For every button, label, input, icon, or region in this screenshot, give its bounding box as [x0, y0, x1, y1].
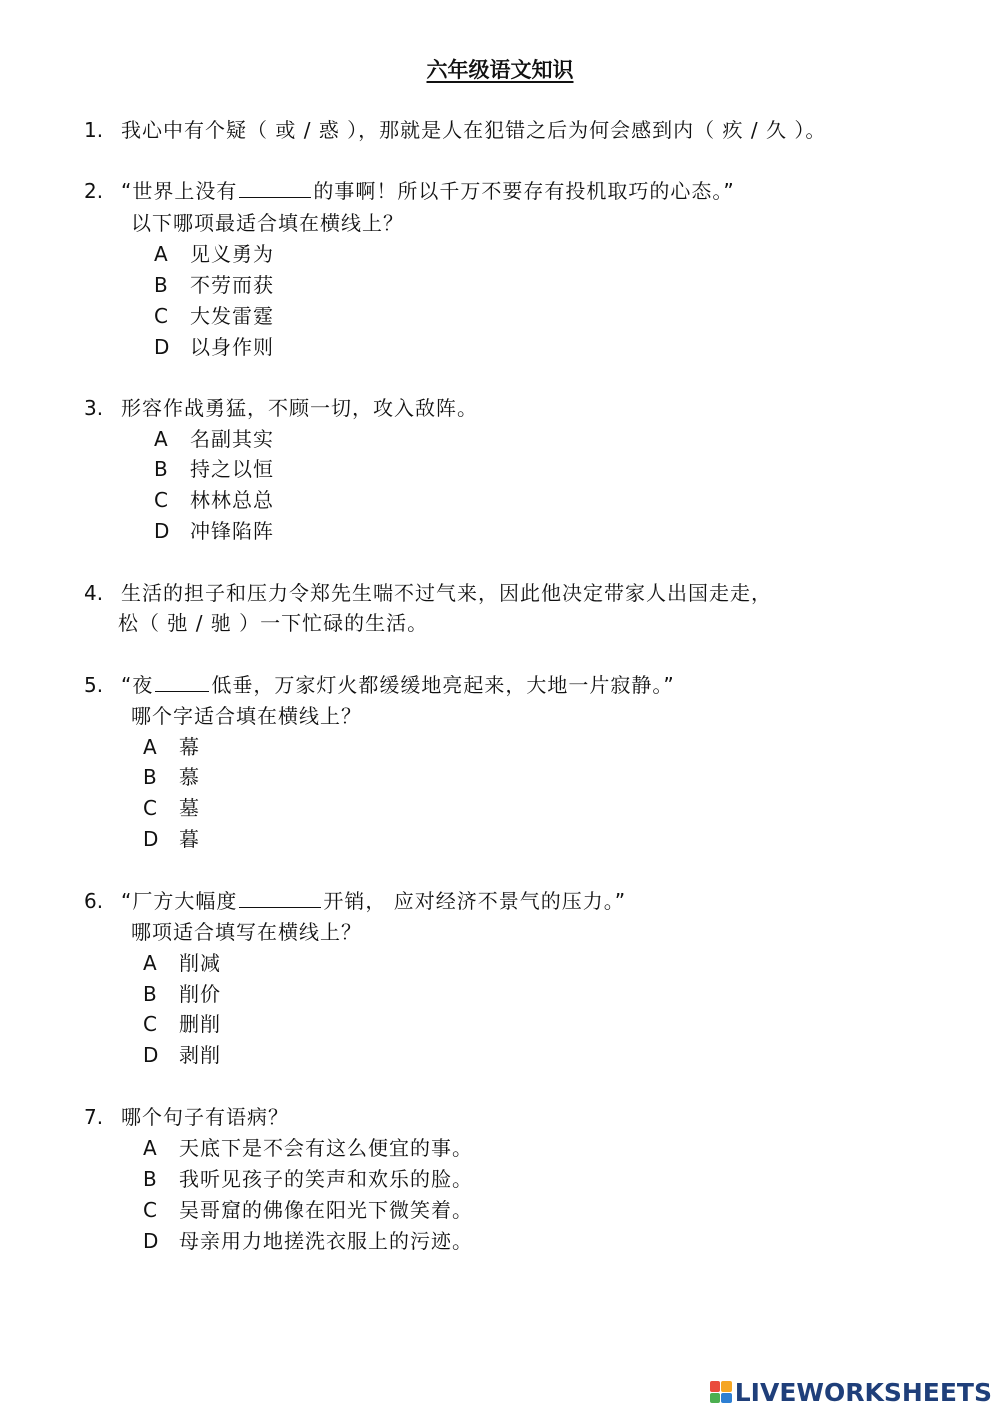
option-letter: C	[143, 1198, 158, 1222]
option-letter: B	[143, 982, 158, 1006]
option-letter: B	[143, 765, 158, 789]
option-letter: D	[143, 1229, 160, 1253]
question-4-line-1: 生活的担子和压力令郑先生喘不过气来，因此他决定带家人出国走走，	[121, 581, 772, 605]
option-text: 持之以恒	[190, 457, 274, 481]
option-letter: C	[143, 796, 158, 820]
option-text: 削减	[179, 951, 221, 975]
option-letter: A	[143, 1136, 158, 1160]
question-5-stem	[121, 671, 675, 699]
question-5-number: 5.	[84, 673, 104, 697]
option-row[interactable]	[143, 1134, 473, 1162]
option-row[interactable]	[154, 271, 274, 299]
option-letter: B	[154, 273, 169, 297]
option-text: 以身作则	[190, 335, 274, 359]
option-row[interactable]	[154, 333, 274, 361]
question-5-stem-post: 低垂，万家灯火都缓缓地亮起来，大地一片寂静。”	[211, 673, 675, 697]
answer-blank[interactable]	[239, 887, 321, 908]
option-letter: D	[154, 519, 171, 543]
liveworksheets-logo	[710, 1377, 992, 1407]
option-row[interactable]	[143, 1227, 473, 1255]
option-text: 冲锋陷阵	[190, 519, 274, 543]
option-text: 暮	[179, 827, 200, 851]
option-text: 幕	[179, 735, 200, 759]
question-2-stem	[121, 177, 735, 205]
logo-square	[710, 1381, 721, 1392]
question-7-stem: 哪个句子有语病？	[121, 1105, 289, 1129]
option-row[interactable]	[143, 825, 200, 853]
question-6-prompt: 哪项适合填写在横线上？	[131, 920, 362, 944]
question-1-text: 我心中有个疑（ 或 / 惑 ），那就是人在犯错之后为何会感到内（ 疚 / 久 ）。	[121, 118, 827, 142]
question-3-stem: 形容作战勇猛，不顾一切，攻入敌阵。	[121, 396, 478, 420]
option-letter: C	[143, 1012, 158, 1036]
option-letter: D	[143, 1043, 160, 1067]
option-text: 林林总总	[190, 488, 274, 512]
option-letter: A	[143, 735, 158, 759]
option-row[interactable]	[143, 980, 221, 1008]
question-5-stem-pre: “夜	[121, 673, 154, 697]
logo-grid-icon	[710, 1381, 732, 1403]
option-row[interactable]	[143, 949, 221, 977]
question-4-line-2: 松（ 弛 / 驰 ）一下忙碌的生活。	[118, 611, 429, 635]
option-row[interactable]	[143, 1196, 473, 1224]
question-6-stem-post: 开销， 应对经济不景气的压力。”	[323, 889, 627, 913]
answer-blank[interactable]	[155, 671, 209, 692]
logo-square	[721, 1393, 732, 1404]
option-letter: A	[143, 951, 158, 975]
option-row[interactable]	[154, 455, 274, 483]
option-row[interactable]	[143, 1165, 473, 1193]
logo-square	[710, 1393, 721, 1404]
question-6-stem	[121, 887, 626, 915]
option-letter: D	[154, 335, 171, 359]
option-text: 删削	[179, 1012, 221, 1036]
option-row[interactable]	[143, 763, 200, 791]
option-row[interactable]	[154, 302, 274, 330]
option-text: 名副其实	[190, 427, 274, 451]
answer-blank[interactable]	[239, 177, 311, 198]
page-title: 六年级语文知识	[426, 58, 574, 82]
option-letter: D	[143, 827, 160, 851]
option-text: 天底下是不会有这么便宜的事。	[179, 1136, 473, 1160]
question-1-number: 1.	[84, 118, 104, 142]
option-text: 见义勇为	[190, 242, 274, 266]
option-row[interactable]	[154, 240, 274, 268]
option-text: 吴哥窟的佛像在阳光下微笑着。	[179, 1198, 473, 1222]
option-row[interactable]	[154, 425, 274, 453]
question-2-stem-pre: “世界上没有	[121, 179, 238, 203]
option-letter: B	[154, 457, 169, 481]
option-text: 不劳而获	[190, 273, 274, 297]
question-3-number: 3.	[84, 396, 104, 420]
option-letter: A	[154, 427, 169, 451]
question-7-number: 7.	[84, 1105, 104, 1129]
question-6-stem-pre: “厂方大幅度	[121, 889, 238, 913]
option-text: 墓	[179, 796, 200, 820]
question-4-number: 4.	[84, 581, 104, 605]
option-letter: A	[154, 242, 169, 266]
option-text: 我听见孩子的笑声和欢乐的脸。	[179, 1167, 473, 1191]
question-6-number: 6.	[84, 889, 104, 913]
option-letter: C	[154, 304, 169, 328]
option-row[interactable]	[154, 486, 274, 514]
question-2-stem-post: 的事啊！所以千万不要存有投机取巧的心态。”	[313, 179, 735, 203]
option-text: 慕	[179, 765, 200, 789]
question-5-prompt: 哪个字适合填在横线上？	[131, 704, 362, 728]
question-2-prompt: 以下哪项最适合填在横线上？	[131, 211, 404, 235]
option-text: 剥削	[179, 1043, 221, 1067]
option-letter: B	[143, 1167, 158, 1191]
option-row[interactable]	[143, 733, 200, 761]
option-text: 母亲用力地搓洗衣服上的污迹。	[179, 1229, 473, 1253]
option-letter: C	[154, 488, 169, 512]
option-row[interactable]	[143, 1041, 221, 1069]
option-row[interactable]	[143, 794, 200, 822]
option-row[interactable]	[154, 517, 274, 545]
option-row[interactable]	[143, 1010, 221, 1038]
option-text: 削价	[179, 982, 221, 1006]
logo-text: LIVEWORKSHEETS	[734, 1377, 992, 1407]
logo-square	[721, 1381, 732, 1392]
option-text: 大发雷霆	[190, 304, 274, 328]
question-2-number: 2.	[84, 179, 104, 203]
